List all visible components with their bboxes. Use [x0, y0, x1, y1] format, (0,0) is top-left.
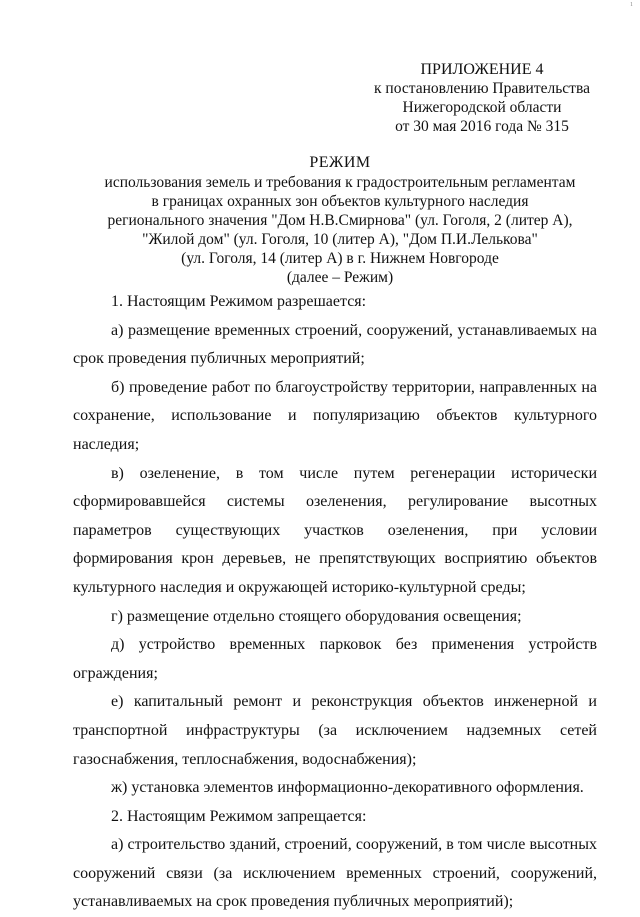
section-heading: 1. Настоящим Режимом разрешается: — [111, 293, 367, 310]
list-item: г) размещение отдельно стоящего оборудования освещения; — [111, 607, 522, 625]
list-item: а) строительство зданий, строений, сооружений, в том числе высотных сооружений связи (за исключением временных строений, сооружений, устанавливаемых на срок проведения публичных мероприятий); — [73, 836, 597, 911]
document-body — [73, 288, 597, 917]
list-item: е) капитальный ремонт и реконструкция объектов инженерной и транспортной инфраструктуры (за исключением надземных сетей газоснабжения, теплоснабжения, водоснабжения); — [73, 693, 597, 768]
document-title-block — [60, 153, 620, 287]
title-line: "Жилой дом" (ул. Гоголя, 10 (литер А), "Дом П.И.Лелькова" — [142, 231, 538, 248]
section-heading: 2. Настоящим Режимом запрещается: — [111, 807, 367, 825]
list-item: ж) установка элементов информационно-декоративного оформления. — [111, 779, 584, 797]
title-line: регионального значения "Дом Н.В.Смирнова" (ул. Гоголя, 2 (литер А), — [107, 212, 573, 229]
title-line: (далее – Режим) — [286, 269, 394, 286]
list-item: б) проведение работ по благоустройству территории, направленных на сохранение, использование и популяризацию объектов культурного наследия; — [73, 378, 597, 453]
document-title: РЕЖИМ — [309, 154, 371, 171]
attachment-line: к постановлению Правительства — [374, 80, 590, 97]
page-corner-mark: 1 — [630, 2, 634, 8]
attachment-line: от 30 мая 2016 года № 315 — [395, 118, 569, 135]
title-line: использования земель и требования к градостроительным регламентам — [104, 174, 576, 191]
list-item: а) размещение временных строений, сооружений, устанавливаемых на срок проведения публичных мероприятий; — [73, 321, 597, 368]
list-item: в) озеленение, в том числе путем регенерации исторически сформировавшейся системы озеленения, регулирование высотных параметров существующих участков озеленения, при условии формирования крон деревьев, не препятствующих восприятию объектов культурного наследия и окружающей историко-культурной среды; — [73, 464, 597, 596]
list-item: д) устройство временных парковок без применения устройств ограждения; — [73, 636, 597, 682]
attachment-line: Нижегородской области — [402, 99, 562, 116]
title-line: в границах охранных зон объектов культурного наследия — [151, 193, 529, 210]
attachment-heading: ПРИЛОЖЕНИЕ 4 — [420, 61, 544, 78]
title-line: (ул. Гоголя, 14 (литер А) в г. Нижнем Новгороде — [181, 250, 499, 267]
attachment-block — [352, 60, 612, 136]
